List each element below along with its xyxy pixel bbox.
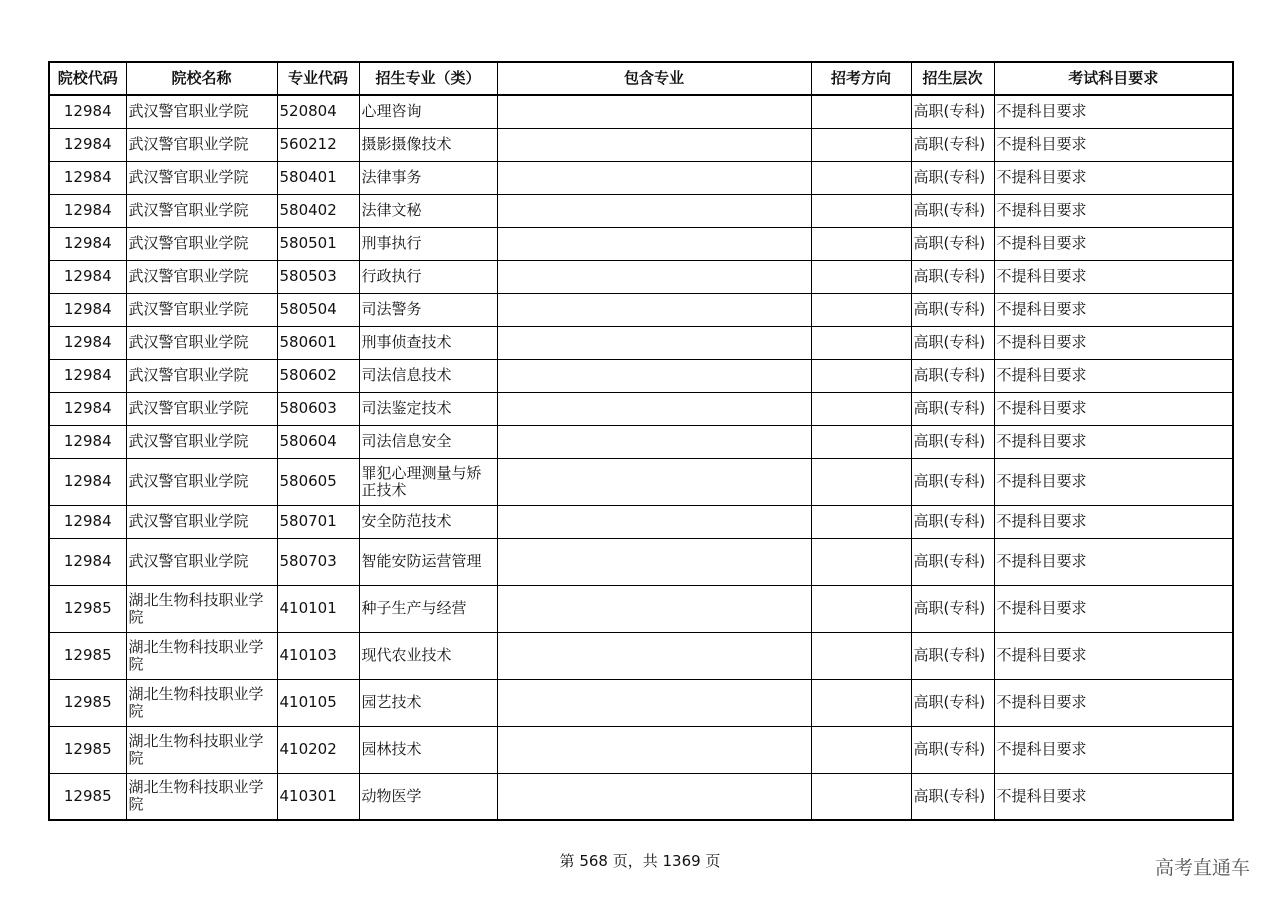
cell-includes	[497, 326, 811, 359]
cell-requirement: 不提科目要求	[994, 392, 1233, 425]
cell-school-code: 12984	[49, 326, 126, 359]
cell-school-code: 12984	[49, 359, 126, 392]
cell-direction	[811, 260, 911, 293]
cell-level: 高职(专科)	[911, 585, 994, 632]
cell-major: 种子生产与经营	[359, 585, 497, 632]
page-footer: 第 568 页，共 1369 页	[559, 852, 721, 870]
cell-school-code: 12985	[49, 773, 126, 820]
cell-school-name: 武汉警官职业学院	[126, 359, 277, 392]
cell-school-name: 武汉警官职业学院	[126, 505, 277, 538]
cell-school-code: 12985	[49, 585, 126, 632]
cell-major-code: 580703	[277, 538, 359, 585]
cell-includes	[497, 538, 811, 585]
cell-school-code: 12984	[49, 425, 126, 458]
cell-school-name: 武汉警官职业学院	[126, 260, 277, 293]
cell-requirement: 不提科目要求	[994, 632, 1233, 679]
watermark: 高考直通车	[1154, 857, 1250, 879]
cell-level: 高职(专科)	[911, 632, 994, 679]
cell-level: 高职(专科)	[911, 359, 994, 392]
header-school-code: 院校代码	[49, 62, 126, 95]
cell-direction	[811, 326, 911, 359]
table-row	[49, 425, 1233, 458]
table-row	[49, 632, 1233, 679]
cell-school-name: 湖北生物科技职业学院	[126, 726, 277, 773]
header-major: 招生专业（类）	[359, 62, 497, 95]
cell-school-name: 武汉警官职业学院	[126, 128, 277, 161]
cell-level: 高职(专科)	[911, 425, 994, 458]
cell-major-code: 560212	[277, 128, 359, 161]
table-row	[49, 293, 1233, 326]
cell-major-code: 580501	[277, 227, 359, 260]
cell-school-code: 12984	[49, 194, 126, 227]
cell-level: 高职(专科)	[911, 392, 994, 425]
header-direction: 招考方向	[811, 62, 911, 95]
cell-school-name: 武汉警官职业学院	[126, 392, 277, 425]
table-row	[49, 679, 1233, 726]
cell-requirement: 不提科目要求	[994, 425, 1233, 458]
cell-major: 现代农业技术	[359, 632, 497, 679]
header-level: 招生层次	[911, 62, 994, 95]
cell-major: 司法信息安全	[359, 425, 497, 458]
cell-level: 高职(专科)	[911, 227, 994, 260]
cell-includes	[497, 194, 811, 227]
cell-direction	[811, 194, 911, 227]
cell-includes	[497, 726, 811, 773]
cell-school-name: 湖北生物科技职业学院	[126, 585, 277, 632]
cell-major: 司法警务	[359, 293, 497, 326]
admissions-table	[48, 61, 1234, 821]
cell-direction	[811, 773, 911, 820]
cell-school-name: 武汉警官职业学院	[126, 95, 277, 128]
header-requirement: 考试科目要求	[994, 62, 1233, 95]
cell-level: 高职(专科)	[911, 726, 994, 773]
cell-major: 司法鉴定技术	[359, 392, 497, 425]
table-header	[49, 62, 1233, 95]
table-row	[49, 505, 1233, 538]
cell-includes	[497, 95, 811, 128]
table-row	[49, 359, 1233, 392]
cell-level: 高职(专科)	[911, 128, 994, 161]
cell-level: 高职(专科)	[911, 161, 994, 194]
cell-major: 心理咨询	[359, 95, 497, 128]
cell-requirement: 不提科目要求	[994, 538, 1233, 585]
cell-school-name: 武汉警官职业学院	[126, 227, 277, 260]
table-row	[49, 585, 1233, 632]
cell-major-code: 410105	[277, 679, 359, 726]
cell-includes	[497, 458, 811, 505]
cell-requirement: 不提科目要求	[994, 326, 1233, 359]
cell-includes	[497, 632, 811, 679]
cell-major-code: 580603	[277, 392, 359, 425]
cell-includes	[497, 161, 811, 194]
cell-school-name: 武汉警官职业学院	[126, 161, 277, 194]
cell-school-name: 武汉警官职业学院	[126, 425, 277, 458]
cell-requirement: 不提科目要求	[994, 679, 1233, 726]
cell-school-code: 12984	[49, 260, 126, 293]
cell-requirement: 不提科目要求	[994, 505, 1233, 538]
cell-major: 刑事执行	[359, 227, 497, 260]
cell-school-code: 12984	[49, 128, 126, 161]
cell-includes	[497, 505, 811, 538]
cell-level: 高职(专科)	[911, 95, 994, 128]
cell-major-code: 410301	[277, 773, 359, 820]
cell-major-code: 580601	[277, 326, 359, 359]
cell-direction	[811, 392, 911, 425]
cell-requirement: 不提科目要求	[994, 227, 1233, 260]
cell-includes	[497, 392, 811, 425]
cell-major: 园艺技术	[359, 679, 497, 726]
cell-includes	[497, 585, 811, 632]
cell-includes	[497, 227, 811, 260]
cell-school-name: 武汉警官职业学院	[126, 326, 277, 359]
cell-direction	[811, 632, 911, 679]
cell-major-code: 580401	[277, 161, 359, 194]
cell-includes	[497, 128, 811, 161]
cell-requirement: 不提科目要求	[994, 458, 1233, 505]
cell-school-code: 12984	[49, 227, 126, 260]
cell-direction	[811, 425, 911, 458]
cell-includes	[497, 359, 811, 392]
cell-major: 安全防范技术	[359, 505, 497, 538]
cell-major-code: 580504	[277, 293, 359, 326]
cell-requirement: 不提科目要求	[994, 95, 1233, 128]
cell-direction	[811, 128, 911, 161]
cell-major: 行政执行	[359, 260, 497, 293]
cell-requirement: 不提科目要求	[994, 260, 1233, 293]
cell-major-code: 520804	[277, 95, 359, 128]
header-major-code: 专业代码	[277, 62, 359, 95]
cell-level: 高职(专科)	[911, 194, 994, 227]
cell-school-name: 武汉警官职业学院	[126, 293, 277, 326]
cell-includes	[497, 293, 811, 326]
cell-major: 刑事侦查技术	[359, 326, 497, 359]
table-body	[49, 95, 1233, 820]
cell-direction	[811, 95, 911, 128]
cell-school-code: 12984	[49, 538, 126, 585]
table-row	[49, 194, 1233, 227]
cell-requirement: 不提科目要求	[994, 359, 1233, 392]
cell-school-name: 武汉警官职业学院	[126, 194, 277, 227]
cell-major: 法律事务	[359, 161, 497, 194]
cell-school-code: 12985	[49, 679, 126, 726]
cell-major: 司法信息技术	[359, 359, 497, 392]
cell-major: 园林技术	[359, 726, 497, 773]
cell-major-code: 580701	[277, 505, 359, 538]
cell-requirement: 不提科目要求	[994, 161, 1233, 194]
cell-direction	[811, 227, 911, 260]
cell-school-name: 湖北生物科技职业学院	[126, 679, 277, 726]
table-row	[49, 128, 1233, 161]
cell-school-code: 12984	[49, 458, 126, 505]
cell-direction	[811, 161, 911, 194]
table-row	[49, 227, 1233, 260]
cell-requirement: 不提科目要求	[994, 773, 1233, 820]
cell-direction	[811, 293, 911, 326]
cell-school-name: 武汉警官职业学院	[126, 458, 277, 505]
table-row	[49, 538, 1233, 585]
cell-direction	[811, 505, 911, 538]
table-row	[49, 161, 1233, 194]
cell-major: 法律文秘	[359, 194, 497, 227]
cell-includes	[497, 679, 811, 726]
cell-direction	[811, 726, 911, 773]
cell-major-code: 580402	[277, 194, 359, 227]
table-row	[49, 95, 1233, 128]
cell-major-code: 410103	[277, 632, 359, 679]
cell-school-code: 12984	[49, 293, 126, 326]
cell-requirement: 不提科目要求	[994, 128, 1233, 161]
cell-major-code: 580602	[277, 359, 359, 392]
cell-major-code: 580503	[277, 260, 359, 293]
cell-major: 智能安防运营管理	[359, 538, 497, 585]
cell-includes	[497, 773, 811, 820]
cell-school-name: 武汉警官职业学院	[126, 538, 277, 585]
cell-school-name: 湖北生物科技职业学院	[126, 632, 277, 679]
table-row	[49, 458, 1233, 505]
cell-includes	[497, 425, 811, 458]
cell-school-code: 12984	[49, 505, 126, 538]
cell-school-code: 12985	[49, 632, 126, 679]
cell-school-code: 12984	[49, 392, 126, 425]
cell-major: 罪犯心理测量与矫正技术	[359, 458, 497, 505]
cell-level: 高职(专科)	[911, 679, 994, 726]
cell-level: 高职(专科)	[911, 505, 994, 538]
cell-level: 高职(专科)	[911, 293, 994, 326]
cell-major-code: 580604	[277, 425, 359, 458]
cell-level: 高职(专科)	[911, 458, 994, 505]
header-row	[49, 62, 1233, 95]
header-includes: 包含专业	[497, 62, 811, 95]
cell-direction	[811, 585, 911, 632]
cell-includes	[497, 260, 811, 293]
cell-major: 摄影摄像技术	[359, 128, 497, 161]
table-row	[49, 392, 1233, 425]
cell-major-code: 410101	[277, 585, 359, 632]
cell-requirement: 不提科目要求	[994, 293, 1233, 326]
cell-direction	[811, 458, 911, 505]
cell-direction	[811, 359, 911, 392]
table-row	[49, 726, 1233, 773]
table-row	[49, 773, 1233, 820]
cell-level: 高职(专科)	[911, 773, 994, 820]
cell-major-code: 410202	[277, 726, 359, 773]
header-school-name: 院校名称	[126, 62, 277, 95]
table-row	[49, 326, 1233, 359]
cell-school-code: 12984	[49, 95, 126, 128]
cell-level: 高职(专科)	[911, 538, 994, 585]
cell-direction	[811, 679, 911, 726]
cell-requirement: 不提科目要求	[994, 194, 1233, 227]
cell-level: 高职(专科)	[911, 260, 994, 293]
cell-direction	[811, 538, 911, 585]
cell-school-name: 湖北生物科技职业学院	[126, 773, 277, 820]
cell-requirement: 不提科目要求	[994, 726, 1233, 773]
table-row	[49, 260, 1233, 293]
cell-school-code: 12984	[49, 161, 126, 194]
cell-requirement: 不提科目要求	[994, 585, 1233, 632]
cell-school-code: 12985	[49, 726, 126, 773]
cell-major-code: 580605	[277, 458, 359, 505]
cell-level: 高职(专科)	[911, 326, 994, 359]
cell-major: 动物医学	[359, 773, 497, 820]
